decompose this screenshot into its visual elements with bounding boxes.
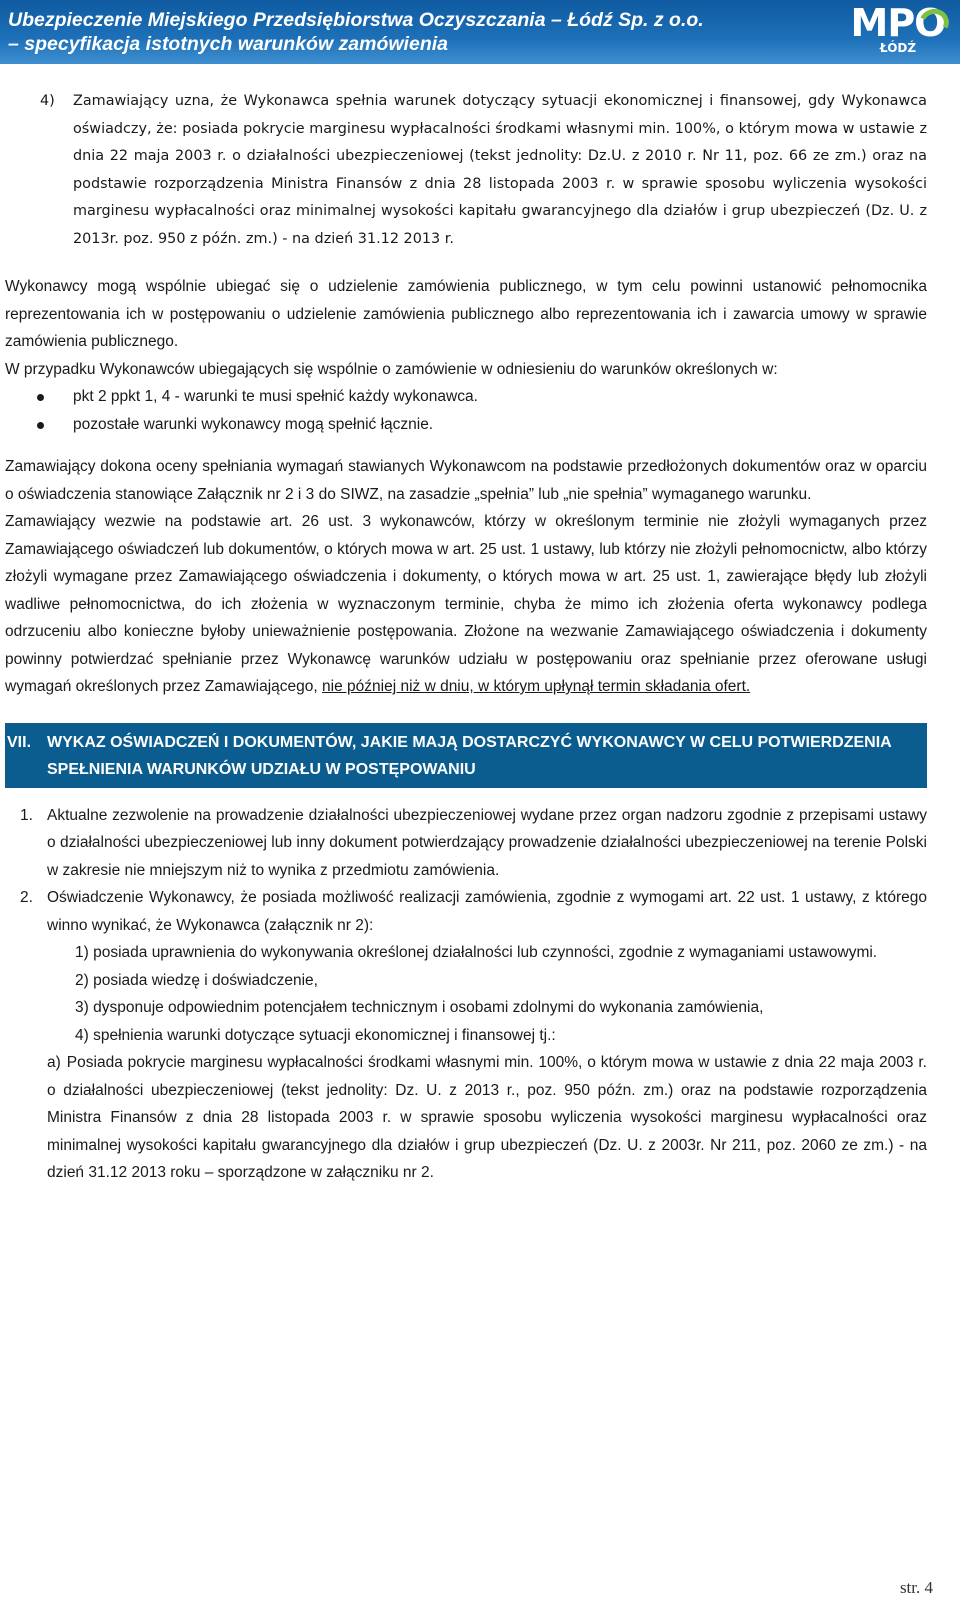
sub-list xyxy=(75,939,927,1049)
list-item xyxy=(5,802,927,885)
list-item xyxy=(5,884,927,1187)
bullet-icon xyxy=(37,394,44,401)
header-title xyxy=(8,8,828,56)
section-title: WYKAZ OŚWIADCZEŃ I DOKUMENTÓW, JAKIE MAJĄ DOSTARCZYĆ WYKONAWCY W CELU POTWIERDZENIA SPEŁNIENIA WARUNKÓW UDZIAŁU W POSTĘPOWANIU xyxy=(47,733,892,778)
document-body xyxy=(5,88,927,1187)
sub-item: 2) posiada wiedzę i doświadczenie, xyxy=(75,971,318,989)
bullet-icon xyxy=(37,422,44,429)
joint-bullet-list xyxy=(5,383,927,438)
header-title-line2: – specyfikacja istotnych warunków zamówienia xyxy=(8,33,448,55)
mpo-logo xyxy=(843,3,953,59)
point-text: Zamawiający uzna, że Wykonawca spełnia warunek dotyczący sytuacji ekonomicznej i finansowej, gdy Wykonawca oświadczy, że: posiada pokrycie marginesu wypłacalności środkami własnymi min. 100%, o którym mowa w ustawie z dnia 22 maja 2003 r. o działalności ubezpieczeniowej (tekst jednolity: Dz.U. z 2010 r. Nr 11, poz. 66 ze zm.) oraz na podstawie rozporządzenia Ministra Finansów z dnia 28 listopada 2003 r. w sprawie sposobu wyliczenia wysokości marginesu wypłacalności oraz minimalnej wysokości kapitału gwarancyjnego dla działów i grup ubezpieczeń (Dz. U. z 2013r. poz. 950 z późn. zm.) - na dzień 31.12 2013 r. xyxy=(73,93,927,247)
joint-paragraph-1: Wykonawcy mogą wspólnie ubiegać się o udzielenie zamówienia publicznego, w tym celu powinni ustanowić pełnomocnika reprezentowania ich w postępowaniu o udzielenie zamówienia publicznego albo reprezentowania ich i zawarcia umowy w sprawie zamówienia publicznego. xyxy=(5,278,927,350)
logo-subtext: ŁÓDŹ xyxy=(879,41,917,55)
point-number: 4) xyxy=(40,93,55,109)
deadline-underlined: nie później niż w dniu, w którym upłynął termin składania ofert. xyxy=(322,678,751,695)
page-number: str. 4 xyxy=(899,1578,933,1597)
sub-item: 1) posiada uprawnienia do wykonywania określonej działalności lub czynności, zgodnie z wymaganiami ustawowymi. xyxy=(75,944,878,961)
documents-list xyxy=(5,802,927,1187)
sub-item: 4) spełnienia warunki dotyczące sytuacji ekonomicznej i finansowej tj.: xyxy=(75,1026,556,1044)
assessment-paragraph-1: Zamawiający dokona oceny spełniania wymagań stawianych Wykonawcom na podstawie przedłożonych dokumentów oraz w oparciu o oświadczenia stanowiące Załącznik nr 2 i 3 do SIWZ, na zasadzie „spełnia” lub „nie spełnia” wymaganego warunku. xyxy=(5,458,927,503)
list-item: pozostałe warunki wykonawcy mogą spełnić łącznie. xyxy=(5,411,927,439)
logo-text: MPO xyxy=(850,1,946,45)
sub-sub-item-a: a) Posiada pokrycie marginesu wypłacalności środkami własnymi min. 100%, o którym mowa w ustawie z dnia 22 maja 2003 r. o działalności ubezpieczeniowej (tekst jednolity: Dz. U. z 2013 r., poz. 950 późn. zm.) oraz na podstawie rozporządzenia Ministra Finansów z dnia 28 listopada 2003 r. w sprawie sposobu wyliczenia wysokości marginesu wypłacalności oraz minimalnej wysokości kapitału gwarancyjnego dla działów i grup ubezpieczeń (Dz. U. z 2003r. Nr 211, poz. 2060 ze zm.) - na dzień 31.12 2013 roku – sporządzone w załączniku nr 2. xyxy=(47,1054,927,1181)
list-item: pkt 2 ppkt 1, 4 - warunki te musi spełnić każdy wykonawca. xyxy=(5,383,927,411)
item-number: 1. xyxy=(20,806,33,824)
section-header-vii xyxy=(5,723,927,788)
section-number: VII. xyxy=(7,733,32,751)
item-text: Oświadczenie Wykonawcy, że posiada możliwość realizacji zamówienia, zgodnie z wymogami art. 22 ust. 1 ustawy, z którego winno wynikać, że Wykonawca (załącznik nr 2): xyxy=(47,889,927,934)
item-number: 2. xyxy=(20,889,33,906)
joint-paragraph-2: W przypadku Wykonawców ubiegających się wspólnie o zamówienie w odniesieniu do warunków określonych w: xyxy=(5,360,778,378)
sub-item: 3) dysponuje odpowiednim potencjałem technicznym i osobami zdolnymi do wykonania zamówienia, xyxy=(75,999,764,1016)
item-text: Aktualne zezwolenie na prowadzenie działalności ubezpieczeniowej wydane przez organ nadzoru zgodnie z przepisami ustawy o działalności ubezpieczeniowej lub inny dokument potwierdzający prowadzenie działalności ubezpieczeniowej na terenie Polski w zakresie nie mniejszym niż to wynika z przedmiotu zamówienia. xyxy=(47,806,927,879)
assessment-paragraph-2: Zamawiający wezwie na podstawie art. 26 ust. 3 wykonawców, którzy w określonym terminie nie złożyli wymaganych przez Zamawiającego oświadczeń lub dokumentów, o których mowa w art. 25 ust. 1 ustawy, lub którzy nie złożyli pełnomocnictw, albo którzy złożyli wymagane przez Zamawiającego oświadczenia i dokumenty, o których mowa w art. 25 ust. 1, zawierające błędy lub złożyli wadliwe pełnomocnictwa, do ich złożenia w wyznaczonym terminie, chyba że mimo ich złożenia oferta wykonawcy podlega odrzuceniu albo konieczne byłoby unieważnienie postępowania. Złożone na wezwanie Zamawiającego oświadczenia i dokumenty powinny potwierdzać spełnianie przez Wykonawcę warunków udziału w postępowaniu oraz spełnianie przez oferowane usługi wymagań określonych przez Zamawiającego, nie później niż w dniu, w którym upłynął termin składania ofert. xyxy=(5,513,927,695)
page-header xyxy=(0,0,960,64)
header-title-line1: Ubezpieczenie Miejskiego Przedsiębiorstwa Oczyszczania – Łódź Sp. z o.o. xyxy=(8,9,704,31)
condition-point-4 xyxy=(5,88,927,253)
